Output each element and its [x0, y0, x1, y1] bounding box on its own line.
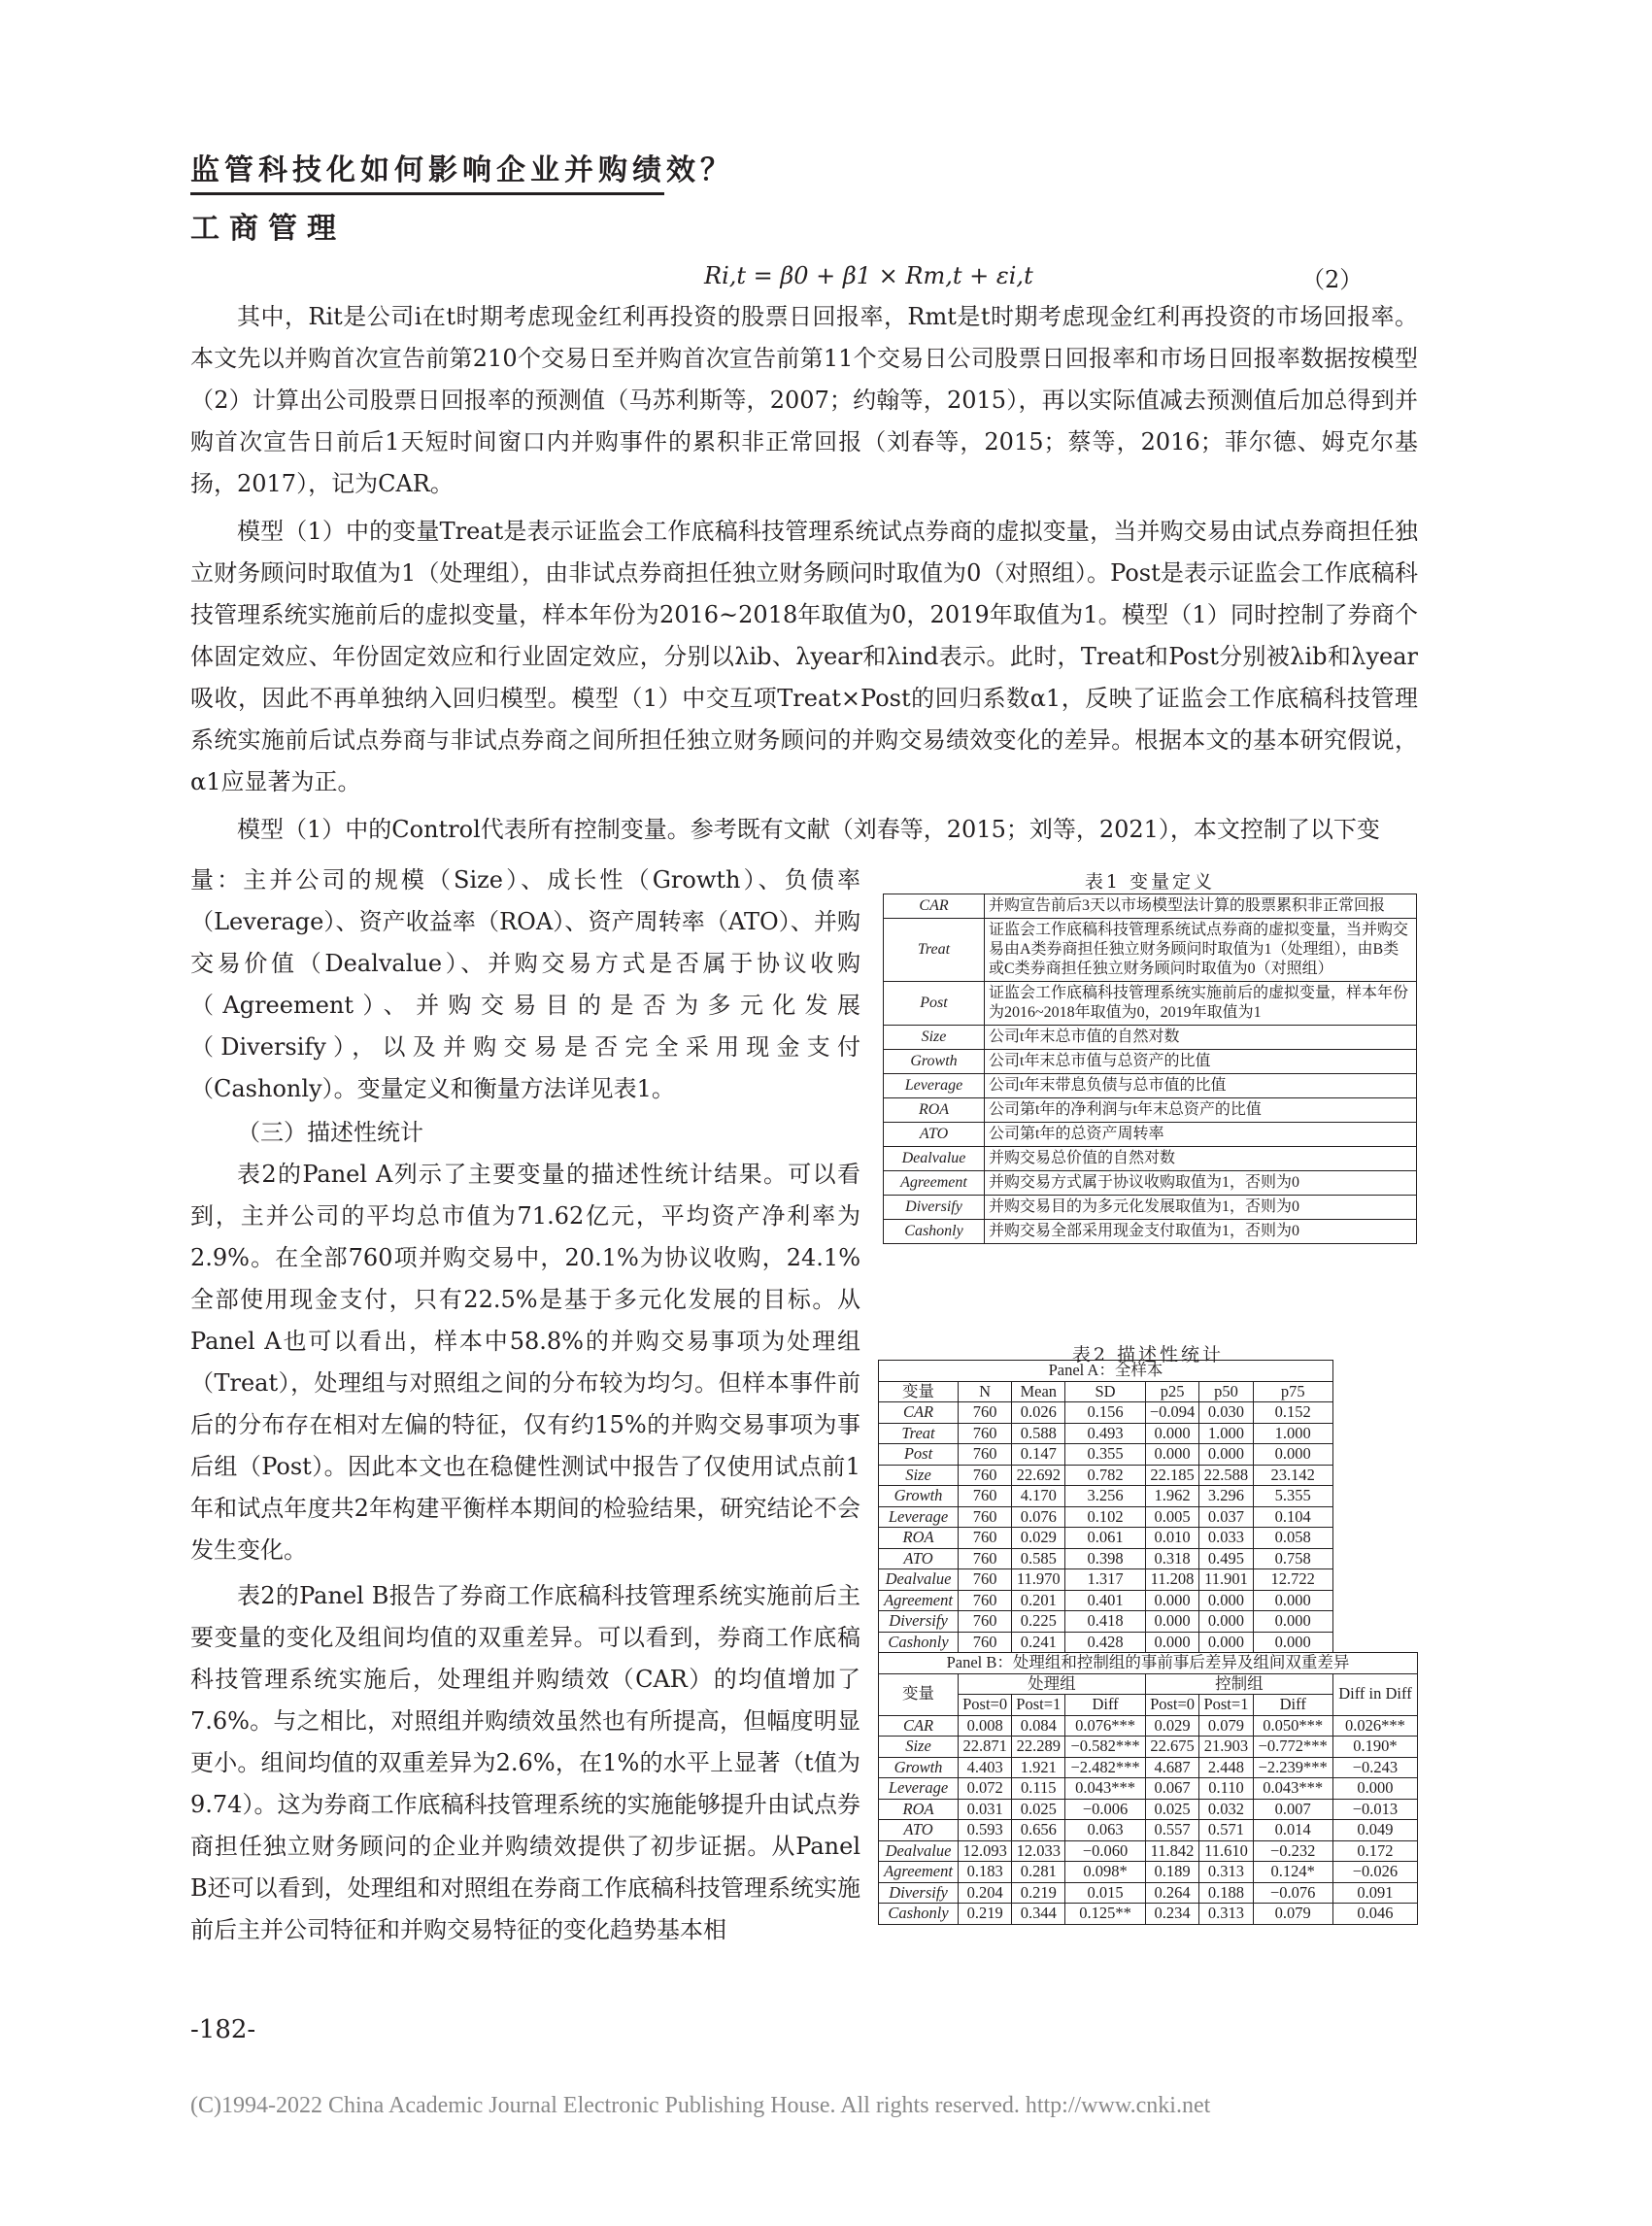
- stat-cell: 3.256: [1065, 1486, 1145, 1507]
- stat-cell: −0.013: [1332, 1799, 1417, 1820]
- stat-cell: 0.115: [1012, 1778, 1065, 1800]
- stat-cell: 0.029: [1012, 1528, 1065, 1549]
- panelB-group-header-row: [879, 1673, 1418, 1695]
- stat-cell: 11.970: [1012, 1569, 1065, 1591]
- stat-cell: 5.355: [1253, 1486, 1332, 1507]
- stat-cell: 0.110: [1199, 1778, 1253, 1800]
- column-header: Post=0: [1145, 1695, 1199, 1716]
- column-header: SD: [1065, 1381, 1145, 1402]
- panelB-row: [879, 1757, 1418, 1778]
- stat-cell: 0.281: [1012, 1862, 1065, 1883]
- stat-cell: 0.264: [1145, 1882, 1199, 1904]
- variable-name-cell: Treat: [884, 919, 985, 982]
- stat-cell: 0.219: [1012, 1882, 1065, 1904]
- table1-row: [884, 1123, 1417, 1147]
- stat-cell: 12.722: [1253, 1569, 1332, 1591]
- stat-cell: 0.225: [1012, 1611, 1065, 1633]
- variable-name-cell: ROA: [879, 1799, 959, 1820]
- stat-cell: 0.010: [1145, 1528, 1199, 1549]
- panelB-row: [879, 1840, 1418, 1862]
- stat-cell: 0.000: [1145, 1632, 1199, 1653]
- table2-title: 表2 描述性统计: [1071, 1344, 1225, 1366]
- stat-cell: 0.098*: [1065, 1862, 1145, 1883]
- stat-cell: 0.079: [1253, 1904, 1332, 1925]
- panelA-row: [879, 1486, 1418, 1507]
- variable-definition-cell: 公司t年末带息负债与总市值的比值: [985, 1074, 1417, 1098]
- stat-cell: 0.000: [1199, 1590, 1253, 1611]
- stat-cell: 22.692: [1012, 1465, 1065, 1486]
- stat-cell: 2.448: [1199, 1757, 1253, 1778]
- paragraph-3a: 模型（1）中的Control代表所有控制变量。参考既有文献（刘春等，2015；刘等，2021），本文控制了以下变: [237, 816, 1380, 843]
- stat-cell: 0.000: [1199, 1444, 1253, 1466]
- stat-cell: 0.046: [1332, 1904, 1417, 1925]
- stat-cell: 4.403: [959, 1757, 1012, 1778]
- stat-cell: 0.000: [1253, 1632, 1332, 1653]
- panelA-row: [879, 1444, 1418, 1466]
- panelA-row: [879, 1506, 1418, 1528]
- stat-cell: 0.043***: [1065, 1778, 1145, 1800]
- stat-cell: 760: [959, 1444, 1012, 1466]
- variable-name-cell: Size: [879, 1737, 959, 1758]
- stat-cell: 0.063: [1065, 1820, 1145, 1841]
- panelB-row: [879, 1904, 1418, 1925]
- stat-cell: 0.026***: [1332, 1715, 1417, 1737]
- variable-definition-cell: 并购交易目的为多元化发展取值为1，否则为0: [985, 1196, 1417, 1220]
- stat-cell: −0.076: [1253, 1882, 1332, 1904]
- variable-definition-cell: 公司t年末总市值的自然对数: [985, 1026, 1417, 1050]
- stat-cell: 0.007: [1253, 1799, 1332, 1820]
- variable-name-cell: Cashonly: [879, 1904, 959, 1925]
- variable-definition-cell: 并购交易全部采用现金支付取值为1，否则为0: [985, 1220, 1417, 1244]
- paragraph-5: 表2的Panel B报告了券商工作底稿科技管理系统实施前后主要变量的变化及组间均值的双重差异。可以看到，券商工作底稿科技管理系统实施后，处理组并购绩效（CAR）的均值增加了7.6%。与之相比，对照组并购绩效虽然也有所提高，但幅度明显更小。组间均值的双重差异为2.6%，在1%的水平上显著（t值为9.74）。这为券商工作底稿科技管理系统的实施能够提升由试点券商担任独立财务顾问的企业并购绩效提供了初步证据。从Panel B还可以看到，处理组和对照组在券商工作底稿科技管理系统实施前后主并公司特征和并购交易特征的变化趋势基本相: [190, 1582, 860, 1943]
- stat-cell: 0.000: [1332, 1778, 1417, 1800]
- stat-cell: 22.185: [1145, 1465, 1199, 1486]
- journal-section-label: 工商管理: [190, 212, 346, 246]
- panelA-row: [879, 1611, 1418, 1633]
- panelB-title: Panel B：处理组和控制组的事前事后差异及组间双重差异: [879, 1653, 1418, 1674]
- variable-definition-cell: 公司t年末总市值与总资产的比值: [985, 1050, 1417, 1074]
- stat-cell: 22.588: [1199, 1465, 1253, 1486]
- variable-name-cell: Cashonly: [879, 1632, 959, 1653]
- stat-cell: 0.000: [1145, 1590, 1199, 1611]
- header-rule: [190, 192, 664, 195]
- stat-cell: 11.610: [1199, 1840, 1253, 1862]
- stat-cell: 760: [959, 1506, 1012, 1528]
- panelA-row: [879, 1423, 1418, 1444]
- stat-cell: −0.582***: [1065, 1737, 1145, 1758]
- stat-cell: 0.061: [1065, 1528, 1145, 1549]
- variable-name-cell: Dealvalue: [884, 1147, 985, 1171]
- variable-name-cell: Agreement: [879, 1862, 959, 1883]
- stat-cell: 1.317: [1065, 1569, 1145, 1591]
- stat-cell: −0.232: [1253, 1840, 1332, 1862]
- panelA-row: [879, 1528, 1418, 1549]
- equation-2: Ri,t = β0 + β1 × Rm,t + εi,t: [704, 262, 1033, 289]
- variable-name-cell: ATO: [884, 1123, 985, 1147]
- variable-name-cell: Agreement: [879, 1590, 959, 1611]
- stat-cell: 0.428: [1065, 1632, 1145, 1653]
- stat-cell: 0.008: [959, 1715, 1012, 1737]
- stat-cell: 0.015: [1065, 1882, 1145, 1904]
- panelB-row: [879, 1778, 1418, 1800]
- column-header: Diff: [1065, 1695, 1145, 1716]
- stat-cell: 0.032: [1199, 1799, 1253, 1820]
- table1-row: [884, 1098, 1417, 1123]
- stat-cell: 0.241: [1012, 1632, 1065, 1653]
- stat-cell: 760: [959, 1590, 1012, 1611]
- variable-name-cell: Diversify: [884, 1196, 985, 1220]
- stat-cell: 760: [959, 1465, 1012, 1486]
- stat-cell: 0.418: [1065, 1611, 1145, 1633]
- stat-cell: 0.031: [959, 1799, 1012, 1820]
- stat-cell: 0.355: [1065, 1444, 1145, 1466]
- stat-cell: 0.219: [959, 1904, 1012, 1925]
- stat-cell: −0.772***: [1253, 1737, 1332, 1758]
- stat-cell: 760: [959, 1423, 1012, 1444]
- stat-cell: 0.076: [1012, 1506, 1065, 1528]
- variable-definition-cell: 并购交易总价值的自然对数: [985, 1147, 1417, 1171]
- stat-cell: 0.495: [1199, 1548, 1253, 1569]
- stat-cell: 11.901: [1199, 1569, 1253, 1591]
- variable-name-cell: Diversify: [879, 1611, 959, 1633]
- stat-cell: 0.076***: [1065, 1715, 1145, 1737]
- stat-cell: 0.183: [959, 1862, 1012, 1883]
- stat-cell: 0.147: [1012, 1444, 1065, 1466]
- stat-cell: 0.156: [1065, 1402, 1145, 1424]
- panelA-row: [879, 1548, 1418, 1569]
- variable-name-cell: CAR: [879, 1715, 959, 1737]
- stat-cell: 1.000: [1199, 1423, 1253, 1444]
- column-header-did: Diff in Diff: [1332, 1673, 1417, 1715]
- stat-cell: −0.243: [1332, 1757, 1417, 1778]
- stat-cell: 0.000: [1145, 1611, 1199, 1633]
- stat-cell: 0.000: [1199, 1632, 1253, 1653]
- variable-name-cell: Size: [884, 1026, 985, 1050]
- stat-cell: 0.030: [1199, 1402, 1253, 1424]
- stat-cell: 0.058: [1253, 1528, 1332, 1549]
- variable-name-cell: Leverage: [879, 1506, 959, 1528]
- copyright-footer: (C)1994-2022 China Academic Journal Electronic Publishing House. All rights reserved. http://www.cnki.net: [190, 2093, 1211, 2118]
- stat-cell: 12.093: [959, 1840, 1012, 1862]
- stat-cell: 0.571: [1199, 1820, 1253, 1841]
- stat-cell: 0.190*: [1332, 1737, 1417, 1758]
- stat-cell: 0.782: [1065, 1465, 1145, 1486]
- column-header: Diff: [1253, 1695, 1332, 1716]
- stat-cell: 0.000: [1199, 1611, 1253, 1633]
- variable-name-cell: Post: [884, 982, 985, 1026]
- stat-cell: 22.871: [959, 1737, 1012, 1758]
- table1-row: [884, 1196, 1417, 1220]
- column-header: N: [959, 1381, 1012, 1402]
- stat-cell: 0.043***: [1253, 1778, 1332, 1800]
- column-header: Mean: [1012, 1381, 1065, 1402]
- stat-cell: 0.188: [1199, 1882, 1253, 1904]
- stat-cell: −0.060: [1065, 1840, 1145, 1862]
- stat-cell: 1.921: [1012, 1757, 1065, 1778]
- stat-cell: 0.758: [1253, 1548, 1332, 1569]
- stat-cell: 4.687: [1145, 1757, 1199, 1778]
- stat-cell: −2.239***: [1253, 1757, 1332, 1778]
- stat-cell: 11.208: [1145, 1569, 1199, 1591]
- stat-cell: 760: [959, 1569, 1012, 1591]
- variable-name-cell: Dealvalue: [879, 1840, 959, 1862]
- variable-name-cell: Size: [879, 1465, 959, 1486]
- body-text-full-width: [190, 296, 1418, 851]
- stat-cell: 0.204: [959, 1882, 1012, 1904]
- stat-cell: 0.344: [1012, 1904, 1065, 1925]
- stat-cell: 0.000: [1145, 1423, 1199, 1444]
- variable-name-cell: Diversify: [879, 1882, 959, 1904]
- panelA-row: [879, 1402, 1418, 1424]
- panelA-header-row: [879, 1381, 1418, 1402]
- stat-cell: 0.656: [1012, 1820, 1065, 1841]
- panelB-row: [879, 1862, 1418, 1883]
- stat-cell: 22.289: [1012, 1737, 1065, 1758]
- stat-cell: 23.142: [1253, 1465, 1332, 1486]
- stat-cell: 0.000: [1253, 1590, 1332, 1611]
- table1-row: [884, 1050, 1417, 1074]
- table1-row: [884, 1171, 1417, 1196]
- stat-cell: 0.025: [1012, 1799, 1065, 1820]
- stat-cell: 3.296: [1199, 1486, 1253, 1507]
- variable-name-cell: Cashonly: [884, 1220, 985, 1244]
- stat-cell: 0.585: [1012, 1548, 1065, 1569]
- paragraph-3b: 量：主并公司的规模（Size）、成长性（Growth）、负债率（Leverage）、资产收益率（ROA）、资产周转率（ATO）、并购交易价值（Dealvalue）、并购交易方式是否属于协议收购（Agreement）、并购交易目的是否为多元化发展（Diversify），以及并购交易是否完全采用现金支付（Cashonly）。变量定义和衡量方法详见表1。: [190, 866, 860, 1102]
- panelB-row: [879, 1799, 1418, 1820]
- panelB-row: [879, 1737, 1418, 1758]
- stat-cell: 1.000: [1253, 1423, 1332, 1444]
- panelA-row: [879, 1569, 1418, 1591]
- stat-cell: 760: [959, 1548, 1012, 1569]
- table2-descriptive-statistics: [878, 1360, 1418, 1925]
- stat-cell: 0.000: [1145, 1444, 1199, 1466]
- variable-name-cell: Dealvalue: [879, 1569, 959, 1591]
- paragraph-1: 其中，Rit是公司i在t时期考虑现金红利再投资的股票日回报率，Rmt是t时期考虑现金红利再投资的市场回报率。本文先以并购首次宣告前第210个交易日至并购首次宣告前第11个交易日公司股票日回报率和市场日回报率数据按模型（2）计算出公司股票日回报率的预测值（马苏利斯等，2007；约翰等，2015），再以实际值减去预测值后加总得到并购首次宣告日前后1天短时间窗口内并购事件的累积非正常回报（刘春等，2015；蔡等，2016；菲尔德、姆克尔基扬，2017），记为CAR。: [190, 303, 1418, 497]
- stat-cell: 0.005: [1145, 1506, 1199, 1528]
- stat-cell: 0.313: [1199, 1862, 1253, 1883]
- stat-cell: 0.000: [1253, 1611, 1332, 1633]
- variable-name-cell: Growth: [879, 1757, 959, 1778]
- stat-cell: 0.189: [1145, 1862, 1199, 1883]
- stat-cell: 0.014: [1253, 1820, 1332, 1841]
- variable-name-cell: ROA: [879, 1528, 959, 1549]
- stat-cell: −0.094: [1145, 1402, 1199, 1424]
- stat-cell: 0.037: [1199, 1506, 1253, 1528]
- stat-cell: 760: [959, 1486, 1012, 1507]
- variable-name-cell: Growth: [879, 1486, 959, 1507]
- stat-cell: 760: [959, 1402, 1012, 1424]
- stat-cell: 0.084: [1012, 1715, 1065, 1737]
- body-text-left-column: [190, 860, 860, 1951]
- stat-cell: 0.125**: [1065, 1904, 1145, 1925]
- stat-cell: 0.029: [1145, 1715, 1199, 1737]
- variable-name-cell: ATO: [879, 1548, 959, 1569]
- stat-cell: 0.067: [1145, 1778, 1199, 1800]
- stat-cell: 0.201: [1012, 1590, 1065, 1611]
- stat-cell: −2.482***: [1065, 1757, 1145, 1778]
- variable-definition-cell: 证监会工作底稿科技管理系统试点券商的虚拟变量，当并购交易由A类券商担任独立财务顾问时取值为1（处理组），由B类或C类券商担任独立财务顾问时取值为0（对照组）: [985, 919, 1417, 982]
- stat-cell: 0.124*: [1253, 1862, 1332, 1883]
- column-header: Post=1: [1012, 1695, 1065, 1716]
- stat-cell: 0.588: [1012, 1423, 1065, 1444]
- column-header: 变量: [879, 1673, 959, 1715]
- table1-row: [884, 1074, 1417, 1098]
- column-header: p25: [1145, 1381, 1199, 1402]
- stat-cell: 0.234: [1145, 1904, 1199, 1925]
- stat-cell: 0.049: [1332, 1820, 1417, 1841]
- stat-cell: 760: [959, 1611, 1012, 1633]
- stat-cell: 0.000: [1253, 1444, 1332, 1466]
- table1-row: [884, 894, 1417, 919]
- variable-name-cell: Post: [879, 1444, 959, 1466]
- variable-definition-cell: 公司第t年的总资产周转率: [985, 1123, 1417, 1147]
- stat-cell: 0.072: [959, 1778, 1012, 1800]
- stat-cell: 0.557: [1145, 1820, 1199, 1841]
- table1-variable-definitions: [883, 894, 1417, 1244]
- stat-cell: 0.152: [1253, 1402, 1332, 1424]
- stat-cell: 760: [959, 1528, 1012, 1549]
- variable-name-cell: ROA: [884, 1098, 985, 1123]
- stat-cell: 760: [959, 1632, 1012, 1653]
- variable-name-cell: CAR: [879, 1402, 959, 1424]
- stat-cell: 12.033: [1012, 1840, 1065, 1862]
- equation-number: （2）: [1301, 266, 1364, 293]
- variable-definition-cell: 公司第t年的净利润与t年末总资产的比值: [985, 1098, 1417, 1123]
- stat-cell: 0.318: [1145, 1548, 1199, 1569]
- stat-cell: 22.675: [1145, 1737, 1199, 1758]
- stat-cell: 11.842: [1145, 1840, 1199, 1862]
- variable-definition-cell: 并购宣告前后3天以市场模型法计算的股票累积非正常回报: [985, 894, 1417, 919]
- stat-cell: 0.593: [959, 1820, 1012, 1841]
- stat-cell: 0.401: [1065, 1590, 1145, 1611]
- table1-row: [884, 919, 1417, 982]
- column-header-control: 控制组: [1145, 1673, 1332, 1695]
- column-header: Post=0: [959, 1695, 1012, 1716]
- journal-article-title: 监管科技化如何影响企业并购绩效？: [190, 153, 734, 187]
- table1-title: 表1 变量定义: [1084, 871, 1216, 893]
- column-header: 变量: [879, 1381, 959, 1402]
- variable-name-cell: Agreement: [884, 1171, 985, 1196]
- panelB-row: [879, 1820, 1418, 1841]
- table1-row: [884, 1147, 1417, 1171]
- stat-cell: 21.903: [1199, 1737, 1253, 1758]
- stat-cell: 0.033: [1199, 1528, 1253, 1549]
- paragraph-4: 表2的Panel A列示了主要变量的描述性统计结果。可以看到，主并公司的平均总市值为71.62亿元，平均资产净利率为2.9%。在全部760项并购交易中，20.1%为协议收购，24.1%全部使用现金支付，只有22.5%是基于多元化发展的目标。从Panel A也可以看出，样本中58.8%的并购交易事项为处理组（Treat），处理组与对照组之间的分布较为均匀。但样本事件前后的分布存在相对左偏的特征，仅有约15%的并购交易事项为事后组（Post）。因此本文也在稳健性测试中报告了仅使用试点前1年和试点年度共2年构建平衡样本期间的检验结果，研究结论不会发生变化。: [190, 1161, 860, 1564]
- column-header-treatment: 处理组: [959, 1673, 1146, 1695]
- page-number: -182-: [190, 2015, 256, 2044]
- stat-cell: 0.313: [1199, 1904, 1253, 1925]
- table1-row: [884, 1026, 1417, 1050]
- stat-cell: −0.006: [1065, 1799, 1145, 1820]
- variable-name-cell: CAR: [884, 894, 985, 919]
- panelB-row: [879, 1715, 1418, 1737]
- stat-cell: −0.026: [1332, 1862, 1417, 1883]
- variable-name-cell: Leverage: [884, 1074, 985, 1098]
- stat-cell: 0.102: [1065, 1506, 1145, 1528]
- table1-row: [884, 1220, 1417, 1244]
- stat-cell: 0.493: [1065, 1423, 1145, 1444]
- variable-definition-cell: 并购交易方式属于协议收购取值为1，否则为0: [985, 1171, 1417, 1196]
- stat-cell: 0.091: [1332, 1882, 1417, 1904]
- paragraph-2: 模型（1）中的变量Treat是表示证监会工作底稿科技管理系统试点券商的虚拟变量，当并购交易由试点券商担任独立财务顾问时取值为1（处理组），由非试点券商担任独立财务顾问时取值为0（对照组）。Post是表示证监会工作底稿科技管理系统实施前后的虚拟变量，样本年份为2016~2018年取值为0，2019年取值为1。模型（1）同时控制了券商个体固定效应、年份固定效应和行业固定效应，分别以λib、λyear和λind表示。此时，Treat和Post分别被λib和λyear吸收，因此不再单独纳入回归模型。模型（1）中交互项Treat×Post的回归系数α1，反映了证监会工作底稿科技管理系统实施前后试点券商与非试点券商之间所担任独立财务顾问的并购交易绩效变化的差异。根据本文的基本研究假说，α1应显著为正。: [190, 518, 1418, 795]
- column-header: Post=1: [1199, 1695, 1253, 1716]
- panelA-row: [879, 1632, 1418, 1653]
- variable-name-cell: Treat: [879, 1423, 959, 1444]
- section-heading-descriptive-stats: （三）描述性统计: [237, 1119, 423, 1146]
- column-header: p50: [1199, 1381, 1253, 1402]
- stat-cell: 4.170: [1012, 1486, 1065, 1507]
- variable-name-cell: Growth: [884, 1050, 985, 1074]
- variable-name-cell: Leverage: [879, 1778, 959, 1800]
- variable-definition-cell: 证监会工作底稿科技管理系统实施前后的虚拟变量，样本年份为2016~2018年取值为0，2019年取值为1: [985, 982, 1417, 1026]
- panelA-row: [879, 1465, 1418, 1486]
- panelB-row: [879, 1882, 1418, 1904]
- stat-cell: 0.026: [1012, 1402, 1065, 1424]
- stat-cell: 0.172: [1332, 1840, 1417, 1862]
- stat-cell: 0.025: [1145, 1799, 1199, 1820]
- panelA-row: [879, 1590, 1418, 1611]
- table1-row: [884, 982, 1417, 1026]
- stat-cell: 0.050***: [1253, 1715, 1332, 1737]
- stat-cell: 1.962: [1145, 1486, 1199, 1507]
- stat-cell: 0.104: [1253, 1506, 1332, 1528]
- column-header: p75: [1253, 1381, 1332, 1402]
- stat-cell: 0.079: [1199, 1715, 1253, 1737]
- stat-cell: 0.398: [1065, 1548, 1145, 1569]
- variable-name-cell: ATO: [879, 1820, 959, 1841]
- panelA-title: Panel A：全样本: [879, 1361, 1333, 1382]
